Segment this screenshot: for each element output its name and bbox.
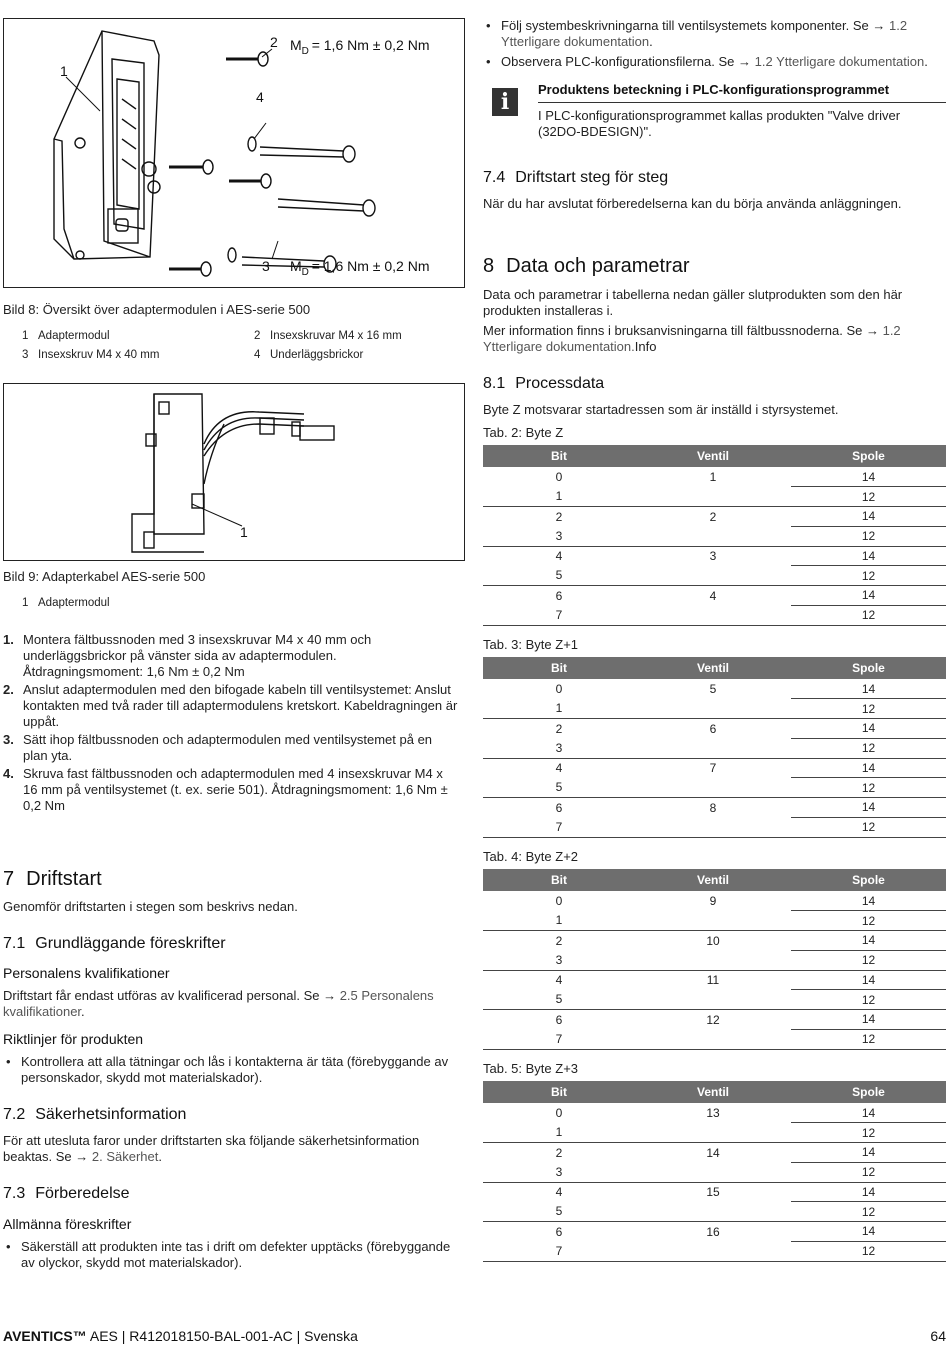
table-5-caption: Tab. 5: Byte Z+3 (483, 1061, 579, 1076)
bit-cell: 3 (483, 526, 635, 546)
spole-cell: 12 (791, 950, 946, 970)
table-row (483, 817, 946, 837)
spole-cell: 14 (791, 586, 946, 606)
bit-cell: 4 (555, 549, 563, 564)
spole-cell: 14 (791, 970, 946, 990)
bit-cell: 7 (483, 1241, 635, 1261)
column-header: Spole (791, 869, 946, 891)
assembly-steps (3, 632, 458, 816)
allmanna-heading: Allmänna föreskrifter (3, 1216, 132, 1232)
table-row (483, 546, 946, 566)
document-id: AES | R412018150-BAL-001-AC | Svenska (86, 1328, 358, 1344)
adapter-module-drawing (4, 19, 466, 289)
column-header: Spole (791, 445, 946, 467)
link-dokumentation-1[interactable]: 1.2 Ytterligare dokumentation (501, 18, 908, 49)
bit-cell: 4 (555, 761, 563, 776)
ventil-cell (635, 487, 791, 507)
table-header-row (483, 657, 946, 679)
legend-item-1: 1 Adaptermodul (22, 330, 110, 342)
ventil-cell: 5 (709, 681, 717, 696)
step-item: 2. Anslut adaptermodulen med den bifogade kabeln till ventilsystemet: Anslut kontakten med två rader till adaptermodulens kretskort. Kabeldragningen är uppåt. (3, 682, 458, 729)
personal-text: Driftstart får endast utföras av kvalificerad personal. Se → 2.5 Personalens kvalifikationer. (3, 988, 434, 1019)
bit-cell: 4 (555, 973, 563, 988)
spole-cell: 14 (791, 891, 946, 911)
step-item: 1. Montera fältbussnoden med 3 insexskruvar M4 x 40 mm och underläggsbrickor på vänster sida av adaptermodulen. Åtdragningsmoment: 1,6 Nm ± 0,2 Nm (3, 632, 372, 679)
spole-cell: 14 (791, 1182, 946, 1202)
ventil-cell: 16 (706, 1224, 720, 1239)
table-byte-z (483, 445, 946, 626)
table-row (483, 719, 946, 739)
spole-cell: 14 (791, 1143, 946, 1163)
torque-label-bottom: $M_D = 1,6$ Nm ± 0,2 Nm (290, 258, 430, 278)
table-row (483, 1162, 946, 1182)
table-3-caption: Tab. 3: Byte Z+1 (483, 637, 579, 652)
bit-cell: 6 (555, 1224, 563, 1239)
spole-cell: 12 (791, 605, 946, 625)
spole-cell: 12 (791, 526, 946, 546)
ventil-cell (635, 1241, 791, 1261)
bit-cell: 5 (483, 990, 635, 1010)
column-header: Bit (483, 445, 635, 467)
table-header-row (483, 445, 946, 467)
ventil-cell (635, 950, 791, 970)
spole-cell: 12 (791, 990, 946, 1010)
torque-label-top: $M_D = 1,6$ Nm ± 0,2 Nm (290, 37, 430, 57)
step-item: 3. Sätt ihop fältbussnoden och adaptermodulen med ventilsystemet på en plan yta. (3, 732, 433, 763)
callout-2: 2 (270, 34, 278, 50)
bit-cell: 7 (483, 605, 635, 625)
column-header: Ventil (635, 445, 791, 467)
table-row (483, 758, 946, 778)
table-row (483, 566, 946, 586)
list-item: • Kontrollera att alla tätningar och lås i kontakterna är täta (förebyggande av personskador, skydd mot materialskador). (3, 1054, 458, 1086)
bit-cell: 6 (555, 800, 563, 815)
table-row (483, 1123, 946, 1143)
personal-heading: Personalens kvalifikationer (3, 965, 170, 981)
ventil-cell: 15 (706, 1185, 720, 1200)
page-number: 64 (930, 1328, 946, 1344)
ventil-cell (635, 778, 791, 798)
ventil-cell (635, 1123, 791, 1143)
spole-cell: 12 (791, 738, 946, 758)
table-header-row (483, 869, 946, 891)
section-7-4-heading: 7.4 Driftstart steg för steg (483, 169, 669, 186)
list-item: • Följ systembeskrivningarna till ventilsystemets komponenter. Se → 1.2 Ytterligare dokumentation. (483, 18, 943, 50)
link-sakerhet[interactable]: 2. Säkerhet (91, 1149, 159, 1164)
figure-9-caption: Bild 9: Adapterkabel AES-serie 500 (3, 569, 206, 584)
table-row (483, 605, 946, 625)
spole-cell: 14 (791, 719, 946, 739)
spole-cell: 14 (791, 679, 946, 699)
link-dokumentation-2[interactable]: 1.2 Ytterligare dokumentation (754, 54, 925, 69)
bit-cell: 1 (483, 699, 635, 719)
bit-cell: 6 (555, 1012, 563, 1027)
bit-cell: 0 (555, 893, 563, 908)
table-row (483, 738, 946, 758)
section-8-heading: 8 Data och parametrar (483, 255, 690, 277)
ventil-cell: 4 (709, 588, 717, 603)
section-7-2-heading: 7.2 Säkerhetsinformation (3, 1106, 187, 1123)
table-row (483, 1143, 946, 1163)
ventil-cell: 2 (709, 509, 717, 524)
table-row (483, 1182, 946, 1202)
column-header: Ventil (635, 1081, 791, 1103)
spole-cell: 14 (791, 546, 946, 566)
ventil-cell: 7 (709, 761, 717, 776)
bit-cell: 1 (483, 911, 635, 931)
callout-4: 4 (256, 89, 264, 105)
spole-cell: 14 (791, 1103, 946, 1123)
table-row (483, 990, 946, 1010)
table-byte-z3 (483, 1081, 946, 1262)
ventil-cell (635, 990, 791, 1010)
ventil-cell (635, 1162, 791, 1182)
spole-cell: 12 (791, 487, 946, 507)
section-8-1-text: Byte Z motsvarar startadressen som är inställd i styrsystemet. (483, 402, 839, 417)
ventil-cell (635, 526, 791, 546)
fig9-legend-item-1: 1 Adaptermodul (22, 597, 110, 609)
bit-cell: 4 (555, 1185, 563, 1200)
bit-cell: 5 (483, 566, 635, 586)
bit-cell: 1 (483, 487, 635, 507)
ventil-cell: 6 (709, 721, 717, 736)
table-row (483, 1010, 946, 1030)
table-row (483, 911, 946, 931)
ventil-cell (635, 699, 791, 719)
adapter-cable-drawing (4, 384, 466, 562)
bit-cell: 5 (483, 1202, 635, 1222)
table-2-caption: Tab. 2: Byte Z (483, 425, 564, 440)
column-header: Ventil (635, 657, 791, 679)
bit-cell: 2 (555, 509, 563, 524)
bit-cell: 0 (555, 469, 563, 484)
bit-cell: 3 (483, 1162, 635, 1182)
table-row (483, 507, 946, 527)
table-row (483, 931, 946, 951)
table-row (483, 778, 946, 798)
section-7-1-heading: 7.1 Grundläggande föreskrifter (3, 935, 226, 952)
ventil-cell (635, 911, 791, 931)
ventil-cell: 12 (706, 1012, 720, 1027)
ventil-cell: 11 (706, 973, 720, 988)
figure-8-caption: Bild 8: Översikt över adaptermodulen i AES-serie 500 (3, 302, 311, 317)
info-title: Produktens beteckning i PLC-konfigurationsprogrammet (538, 82, 890, 97)
table-row (483, 891, 946, 911)
page-footer (3, 1328, 946, 1344)
section-8-text-1: Data och parametrar i tabellerna nedan gäller slutprodukten som den här produkten installeras i. (483, 287, 903, 318)
column-header: Spole (791, 1081, 946, 1103)
spole-cell: 14 (791, 507, 946, 527)
callout-3: 3 (262, 258, 270, 274)
ventil-cell: 10 (706, 933, 720, 948)
table-row (483, 798, 946, 818)
spole-cell: 14 (791, 1010, 946, 1030)
brand-name: AVENTICS™ (3, 1328, 87, 1344)
table-header-row (483, 1081, 946, 1103)
link-dokumentation-3[interactable]: 1.2 Ytterligare dokumentation. (483, 323, 901, 354)
section-8-1-heading: 8.1 Processdata (483, 375, 605, 392)
spole-cell: 12 (791, 566, 946, 586)
table-row (483, 467, 946, 487)
ventil-cell (635, 817, 791, 837)
info-divider (538, 102, 946, 103)
spole-cell: 14 (791, 1222, 946, 1242)
bit-cell: 1 (483, 1123, 635, 1143)
bit-cell: 7 (483, 817, 635, 837)
fig9-callout-1: 1 (240, 524, 248, 540)
column-header: Ventil (635, 869, 791, 891)
spole-cell: 14 (791, 798, 946, 818)
allmanna-list (3, 1239, 458, 1271)
ventil-cell (635, 566, 791, 586)
table-row (483, 1202, 946, 1222)
table-row (483, 526, 946, 546)
ventil-cell (635, 1202, 791, 1222)
riktlinjer-list (3, 1054, 458, 1086)
spole-cell: 12 (791, 1123, 946, 1143)
ventil-cell: 1 (709, 469, 717, 484)
column-header: Bit (483, 657, 635, 679)
ventil-cell: 13 (706, 1105, 720, 1120)
table-row (483, 487, 946, 507)
link-personal[interactable]: 2.5 Personalens kvalifikationer (3, 988, 434, 1019)
ventil-cell: 14 (706, 1145, 720, 1160)
table-row (483, 970, 946, 990)
bit-cell: 2 (555, 721, 563, 736)
table-row (483, 1103, 946, 1123)
bit-cell: 0 (555, 1105, 563, 1120)
legend-item-2: 2 Insexskruvar M4 x 16 mm (254, 330, 402, 342)
spole-cell: 12 (791, 1162, 946, 1182)
spole-cell: 14 (791, 758, 946, 778)
info-body: I PLC-konfigurationsprogrammet kallas produkten "Valve driver (32DO-BDESIGN)". (538, 108, 901, 139)
table-row (483, 950, 946, 970)
table-byte-z2 (483, 869, 946, 1050)
column-header: Spole (791, 657, 946, 679)
section-7-3-heading: 7.3 Förberedelse (3, 1185, 130, 1202)
spole-cell: 12 (791, 817, 946, 837)
column-header: Bit (483, 869, 635, 891)
ventil-cell: 8 (709, 800, 717, 815)
bit-cell: 2 (555, 1145, 563, 1160)
bit-cell: 6 (555, 588, 563, 603)
bit-cell: 2 (555, 933, 563, 948)
list-item: • Säkerställ att produkten inte tas i drift om defekter upptäcks (förebyggande av olyckor, skydd mot materialskador). (3, 1239, 458, 1271)
ventil-cell: 9 (709, 893, 717, 908)
preparation-list (483, 18, 943, 70)
riktlinjer-heading: Riktlinjer för produkten (3, 1031, 144, 1047)
section-7-intro: Genomför driftstarten i stegen som beskrivs nedan. (3, 899, 298, 914)
ventil-cell (635, 738, 791, 758)
table-row (483, 1241, 946, 1261)
step-item: 4. Skruva fast fältbussnoden och adaptermodulen med 4 insexskruvar M4 x 16 mm på ventilsystemet (t. ex. serie 501). Åtdragningsmoment: 1,6 Nm ± 0,2 Nm (3, 766, 448, 813)
sakerhet-text: För att utesluta faror under driftstarten ska följande säkerhetsinformation beaktas. Se → 2. Säkerhet. (3, 1133, 420, 1164)
table-byte-z1 (483, 657, 946, 838)
table-4-caption: Tab. 4: Byte Z+2 (483, 849, 579, 864)
table-row (483, 679, 946, 699)
bit-cell: 0 (555, 681, 563, 696)
table-row (483, 1222, 946, 1242)
spole-cell: 12 (791, 1202, 946, 1222)
spole-cell: 12 (791, 1241, 946, 1261)
legend-item-4: 4 Underläggsbrickor (254, 349, 364, 361)
spole-cell: 14 (791, 467, 946, 487)
bit-cell: 7 (483, 1029, 635, 1049)
section-7-4-text: När du har avslutat förberedelserna kan du börja använda anläggningen. (483, 196, 902, 211)
table-row (483, 699, 946, 719)
spole-cell: 12 (791, 699, 946, 719)
spole-cell: 14 (791, 931, 946, 951)
bit-cell: 3 (483, 738, 635, 758)
spole-cell: 12 (791, 1029, 946, 1049)
info-icon: i (492, 88, 518, 116)
bit-cell: 5 (483, 778, 635, 798)
section-7-heading: 7 Driftstart (3, 868, 102, 890)
legend-item-3: 3 Insexskruv M4 x 40 mm (22, 349, 160, 361)
spole-cell: 12 (791, 911, 946, 931)
table-row (483, 586, 946, 606)
callout-1: 1 (60, 63, 68, 79)
spole-cell: 12 (791, 778, 946, 798)
ventil-cell: 3 (709, 549, 717, 564)
ventil-cell (635, 605, 791, 625)
list-item: • Observera PLC-konfigurationsfilerna. Se → 1.2 Ytterligare dokumentation. (483, 54, 943, 70)
figure-9-adapter-cable (3, 383, 465, 561)
section-8-text-2: Mer information finns i bruksanvisningarna till fältbussnoderna. Se → 1.2 Ytterligare dokumentation.Info (483, 323, 901, 354)
bit-cell: 3 (483, 950, 635, 970)
table-row (483, 1029, 946, 1049)
figure-8-adapter-module (3, 18, 465, 288)
column-header: Bit (483, 1081, 635, 1103)
ventil-cell (635, 1029, 791, 1049)
